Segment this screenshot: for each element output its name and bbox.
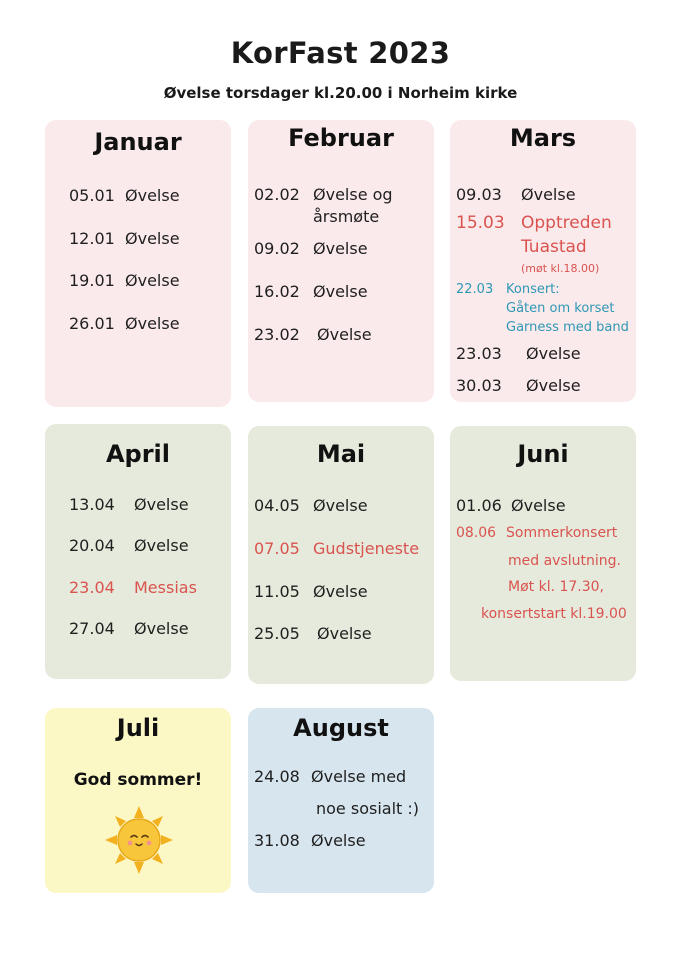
event-text-cont: noe sosialt :): [316, 799, 420, 818]
month-title: Juni: [517, 440, 569, 468]
event-date: 16.02: [254, 282, 300, 301]
event-text: Øvelse: [125, 314, 180, 333]
event-text: Messias: [134, 578, 197, 597]
event-date: 30.03: [456, 376, 502, 395]
event-text-cont: med avslutning.: [508, 553, 621, 569]
event-date: 08.06: [456, 525, 497, 541]
event-text: Konsert:: [506, 282, 560, 297]
event-text: Øvelse: [526, 344, 581, 363]
summer-message: God sommer!: [73, 770, 203, 790]
page-subtitle: Øvelse torsdager kl.20.00 i Norheim kirke: [163, 84, 518, 102]
month-card-august: [248, 708, 434, 893]
event-text: Øvelse og: [313, 185, 393, 204]
event-text: Øvelse: [317, 624, 372, 643]
event-text-cont: konsertstart kl.19.00: [481, 606, 627, 622]
month-title: Mai: [316, 440, 366, 468]
event-text: Øvelse: [125, 186, 180, 205]
event-date: 27.04: [69, 619, 115, 638]
month-title: August: [293, 714, 389, 742]
event-date: 05.01: [69, 186, 115, 205]
event-date: 23.03: [456, 344, 502, 363]
month-card-juni: [450, 426, 636, 681]
event-date: 20.04: [69, 536, 115, 555]
event-date: 13.04: [69, 495, 115, 514]
event-text: Øvelse: [313, 282, 368, 301]
event-text: Øvelse: [317, 325, 372, 344]
event-date: 31.08: [254, 831, 300, 850]
event-text: Øvelse med: [311, 767, 407, 786]
event-date: 24.08: [254, 767, 300, 786]
event-note: (møt kl.18.00): [521, 262, 600, 275]
month-card-februar: [248, 120, 434, 402]
event-text: Øvelse: [125, 229, 180, 248]
event-text: Øvelse: [311, 831, 366, 850]
event-text: Opptreden: [521, 213, 612, 233]
event-text: Øvelse: [526, 376, 581, 395]
month-title: April: [105, 440, 171, 468]
event-date: 07.05: [254, 539, 300, 558]
event-date: 12.01: [69, 229, 115, 248]
event-date: 23.02: [254, 325, 300, 344]
month-title: Februar: [288, 124, 394, 152]
month-card-juli: [45, 708, 231, 893]
event-text: Gudstjeneste: [313, 539, 420, 558]
event-text: Øvelse: [134, 536, 189, 555]
event-date: 09.02: [254, 239, 300, 258]
event-date: 02.02: [254, 185, 300, 204]
month-title: Januar: [94, 128, 182, 156]
page-title: KorFast 2023: [230, 36, 451, 70]
event-text: Øvelse: [134, 495, 189, 514]
month-title: Mars: [509, 124, 577, 152]
event-text: Øvelse: [313, 239, 368, 258]
event-date: 09.03: [456, 185, 502, 204]
event-text: Øvelse: [125, 271, 180, 290]
event-text-cont: Tuastad: [521, 237, 587, 257]
event-text: Øvelse: [511, 496, 566, 515]
event-text: Øvelse: [313, 496, 368, 515]
event-text-cont: Møt kl. 17.30,: [508, 579, 605, 595]
event-text-cont: Garness med band: [506, 320, 629, 335]
event-text-cont: Gåten om korset: [506, 301, 615, 316]
event-date: 22.03: [456, 282, 494, 297]
event-date: 15.03: [456, 213, 505, 233]
event-text: Øvelse: [134, 619, 189, 638]
event-date: 04.05: [254, 496, 300, 515]
event-text-cont: årsmøte: [313, 207, 380, 226]
event-text: Øvelse: [521, 185, 576, 204]
month-title: Juli: [116, 714, 160, 742]
event-date: 25.05: [254, 624, 300, 643]
month-card-mai: [248, 426, 434, 684]
event-date: 26.01: [69, 314, 115, 333]
event-date: 23.04: [69, 578, 115, 597]
event-date: 01.06: [456, 496, 502, 515]
event-text: Øvelse: [313, 582, 368, 601]
event-date: 11.05: [254, 582, 300, 601]
month-card-mars: [450, 120, 636, 402]
month-card-april: [45, 424, 231, 679]
event-text: Sommerkonsert: [506, 525, 618, 541]
event-date: 19.01: [69, 271, 115, 290]
month-card-januar: [45, 120, 231, 407]
sun-icon: [103, 804, 175, 876]
